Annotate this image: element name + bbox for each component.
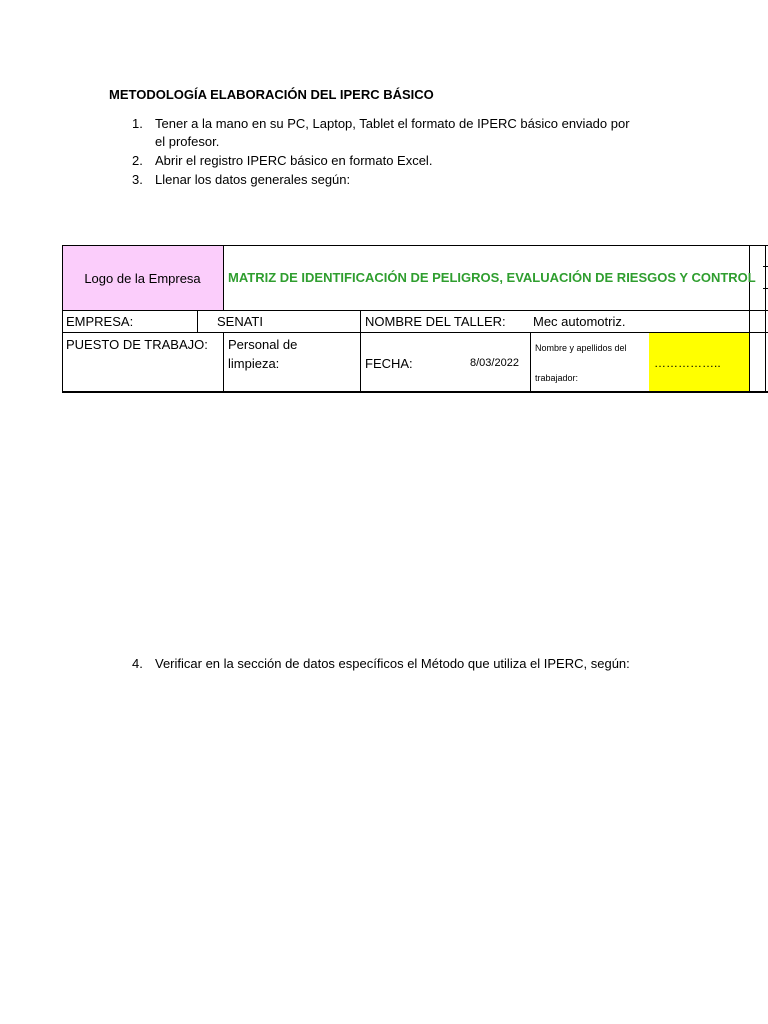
table-border [62, 310, 768, 311]
fecha-label: FECHA: [365, 356, 413, 371]
puesto-value-line-2: limpieza: [228, 356, 280, 371]
table-border [223, 245, 224, 310]
table-border [749, 245, 750, 392]
table-border [62, 332, 768, 333]
table-border [197, 310, 198, 332]
step-number: 1. [132, 116, 143, 131]
step-number: 2. [132, 153, 143, 168]
trabajador-label-line-1: Nombre y apellidos del [535, 343, 627, 353]
company-logo-placeholder: Logo de la Empresa [84, 270, 201, 286]
step-2 [132, 152, 662, 170]
trabajador-label-line-2: trabajador: [535, 373, 579, 383]
step-number: 3. [132, 172, 143, 187]
taller-value: Mec automotriz. [533, 314, 626, 329]
table-border [765, 245, 766, 392]
fecha-value: 8/03/2022 [470, 357, 519, 369]
matrix-title: MATRIZ DE IDENTIFICACIÓN DE PELIGROS, EVALUACIÓN DE RIESGOS Y CONTROL [228, 270, 756, 285]
puesto-label: PUESTO DE TRABAJO: [66, 337, 208, 352]
step-text: Llenar los datos generales según: [155, 172, 351, 187]
step-1 [132, 115, 662, 151]
empresa-label: EMPRESA: [66, 314, 134, 329]
document-heading: METODOLOGÍA ELABORACIÓN DEL IPERC BÁSICO [109, 87, 434, 102]
puesto-value-line-1: Personal de [228, 337, 298, 352]
step-text: Abrir el registro IPERC básico en formato Excel. [155, 153, 433, 168]
table-border [62, 391, 768, 393]
step-4 [132, 655, 692, 673]
table-border [360, 310, 361, 392]
trabajador-value: …………….. [654, 356, 721, 370]
step-text: Tener a la mano en su PC, Laptop, Tablet el formato de IPERC básico enviado por el profesor. [155, 116, 630, 149]
empresa-value: SENATI [217, 314, 263, 329]
step-3 [132, 171, 662, 189]
table-border [530, 332, 531, 392]
step-number: 4. [132, 656, 143, 671]
table-border [223, 332, 224, 392]
step-text: Verificar en la sección de datos específicos el Método que utiliza el IPERC, según: [155, 656, 630, 671]
taller-label: NOMBRE DEL TALLER: [365, 314, 506, 329]
